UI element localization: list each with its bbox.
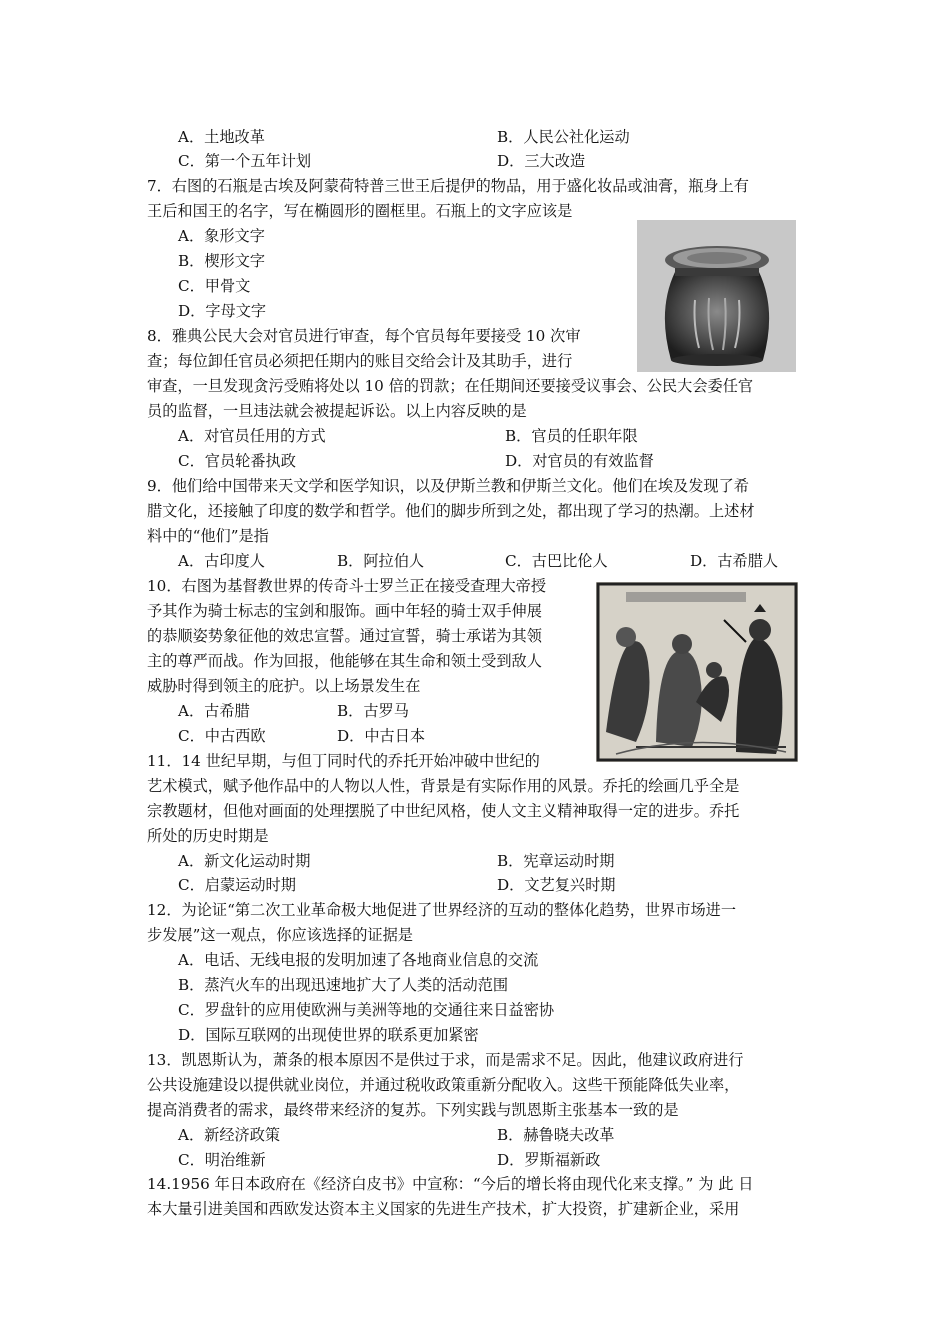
q12-option-d: D．国际互联网的出现使世界的联系更加紧密 xyxy=(178,1026,479,1044)
q13-option-c: C．明治维新 xyxy=(178,1151,266,1169)
q7-stem-line: 7．右图的石瓶是古埃及阿蒙荷特普三世王后提伊的物品，用于盛化妆品或油膏，瓶身上有 xyxy=(147,177,749,195)
q11-option-a: A．新文化运动时期 xyxy=(178,852,311,870)
q9-option-a: A．古印度人 xyxy=(178,552,265,570)
q9-stem-line: 9．他们给中国带来天文学和医学知识，以及伊斯兰教和伊斯兰文化。他们在埃及发现了希 xyxy=(147,477,749,495)
q8-option-a: A．对官员任用的方式 xyxy=(178,427,326,445)
q7-option-d: D．字母文字 xyxy=(178,302,267,320)
q9-option-b: B．阿拉伯人 xyxy=(337,552,425,570)
q7-stem-line: 王后和国王的名字，写在椭圆形的圈框里。石瓶上的文字应该是 xyxy=(147,202,573,220)
q12-stem-line: 步发展”这一观点，你应该选择的证据是 xyxy=(147,926,413,944)
q7-option-b: B．楔形文字 xyxy=(178,252,266,270)
q10-option-c: C．中古西欧 xyxy=(178,727,266,745)
q6-option-a: A．土地改革 xyxy=(178,128,265,146)
q6-option-b: B．人民公社化运动 xyxy=(497,128,630,146)
q13-option-a: A．新经济政策 xyxy=(178,1126,281,1144)
q13-option-b: B．赫鲁晓夫改革 xyxy=(497,1126,615,1144)
q14-stem-line: 本大量引进美国和西欧发达资本主义国家的先进生产技术，扩大投资，扩建新企业，采用 xyxy=(147,1200,740,1218)
q8-stem-line: 员的监督，一旦违法就会被提起诉讼。以上内容反映的是 xyxy=(147,402,527,420)
q10-stem-line: 的恭顺姿势象征他的效忠宣誓。通过宣誓，骑士承诺为其领 xyxy=(147,627,542,645)
q11-stem-line: 艺术模式，赋予他作品中的人物以人性，背景是有实际作用的风景。乔托的绘画几乎全是 xyxy=(147,777,740,795)
q8-option-d: D．对官员的有效监督 xyxy=(505,452,654,470)
q9-option-d: D．古希腊人 xyxy=(690,552,779,570)
q10-option-b: B．古罗马 xyxy=(337,702,409,720)
q8-option-b: B．官员的任职年限 xyxy=(505,427,638,445)
q10-stem-line: 主的尊严而战。作为回报，他能够在其生命和领土受到敌人 xyxy=(147,652,542,670)
q8-stem-line: 8．雅典公民大会对官员进行审查，每个官员每年要接受 10 次审 xyxy=(147,327,581,345)
knighting-ceremony-image xyxy=(596,582,798,762)
q10-option-d: D．中古日本 xyxy=(337,727,426,745)
q12-stem-line: 12．为论证“第二次工业革命极大地促进了世界经济的互动的整体化趋势，世界市场进一 xyxy=(147,901,737,919)
q11-stem-line: 宗教题材，但他对画面的处理摆脱了中世纪风格，使人文主义精神取得一定的进步。乔托 xyxy=(147,802,740,820)
q7-option-a: A．象形文字 xyxy=(178,227,265,245)
q11-stem-line: 11．14 世纪早期，与但丁同时代的乔托开始冲破中世纪的 xyxy=(147,752,540,770)
q13-option-d: D．罗斯福新政 xyxy=(497,1151,601,1169)
q12-option-b: B．蒸汽火车的出现迅速地扩大了人类的活动范围 xyxy=(178,976,509,994)
q10-stem-line: 予其作为骑士标志的宝剑和服饰。画中年轻的骑士双手伸展 xyxy=(147,602,542,620)
q10-option-a: A．古希腊 xyxy=(178,702,250,720)
q13-stem-line: 13．凯恩斯认为，萧条的根本原因不是供过于求，而是需求不足。因此，他建议政府进行 xyxy=(147,1051,744,1069)
q11-stem-line: 所处的历史时期是 xyxy=(147,827,269,845)
q8-stem-line: 审查，一旦发现贪污受贿将处以 10 倍的罚款；在任期间还要接受议事会、公民大会委任官 xyxy=(147,377,754,395)
q8-option-c: C．官员轮番执政 xyxy=(178,452,296,470)
q11-option-d: D．文艺复兴时期 xyxy=(497,876,616,894)
q9-stem-line: 料中的“他们”是指 xyxy=(147,527,269,545)
q10-stem-line: 10．右图为基督教世界的传奇斗士罗兰正在接受查理大帝授 xyxy=(147,577,547,595)
q11-option-c: C．启蒙运动时期 xyxy=(178,876,296,894)
q9-stem-line: 腊文化，还接触了印度的数学和哲学。他们的脚步所到之处，都出现了学习的热潮。上述材 xyxy=(147,502,755,520)
q13-stem-line: 公共设施建设以提供就业岗位，并通过税收政策重新分配收入。这些干预能降低失业率， xyxy=(147,1076,740,1094)
q13-stem-line: 提高消费者的需求，最终带来经济的复苏。下列实践与凯恩斯主张基本一致的是 xyxy=(147,1101,679,1119)
q8-stem-line: 查；每位卸任官员必须把任期内的账目交给会计及其助手，进行 xyxy=(147,352,573,370)
q9-option-c: C．古巴比伦人 xyxy=(505,552,608,570)
stone-vase-image xyxy=(637,220,796,372)
q6-option-c: C．第一个五年计划 xyxy=(178,152,312,170)
q11-option-b: B．宪章运动时期 xyxy=(497,852,615,870)
q12-option-a: A．电话、无线电报的发明加速了各地商业信息的交流 xyxy=(178,951,539,969)
q7-option-c: C．甲骨文 xyxy=(178,277,251,295)
q14-stem-line: 14.1956 年日本政府在《经济白皮书》中宣称：“今后的增长将由现代化来支撑。” 为 此 日 xyxy=(147,1175,754,1193)
q12-option-c: C．罗盘针的应用使欧洲与美洲等地的交通往来日益密协 xyxy=(178,1001,555,1019)
q6-option-d: D．三大改造 xyxy=(497,152,586,170)
q10-stem-line: 威胁时得到领主的庇护。以上场景发生在 xyxy=(147,677,421,695)
